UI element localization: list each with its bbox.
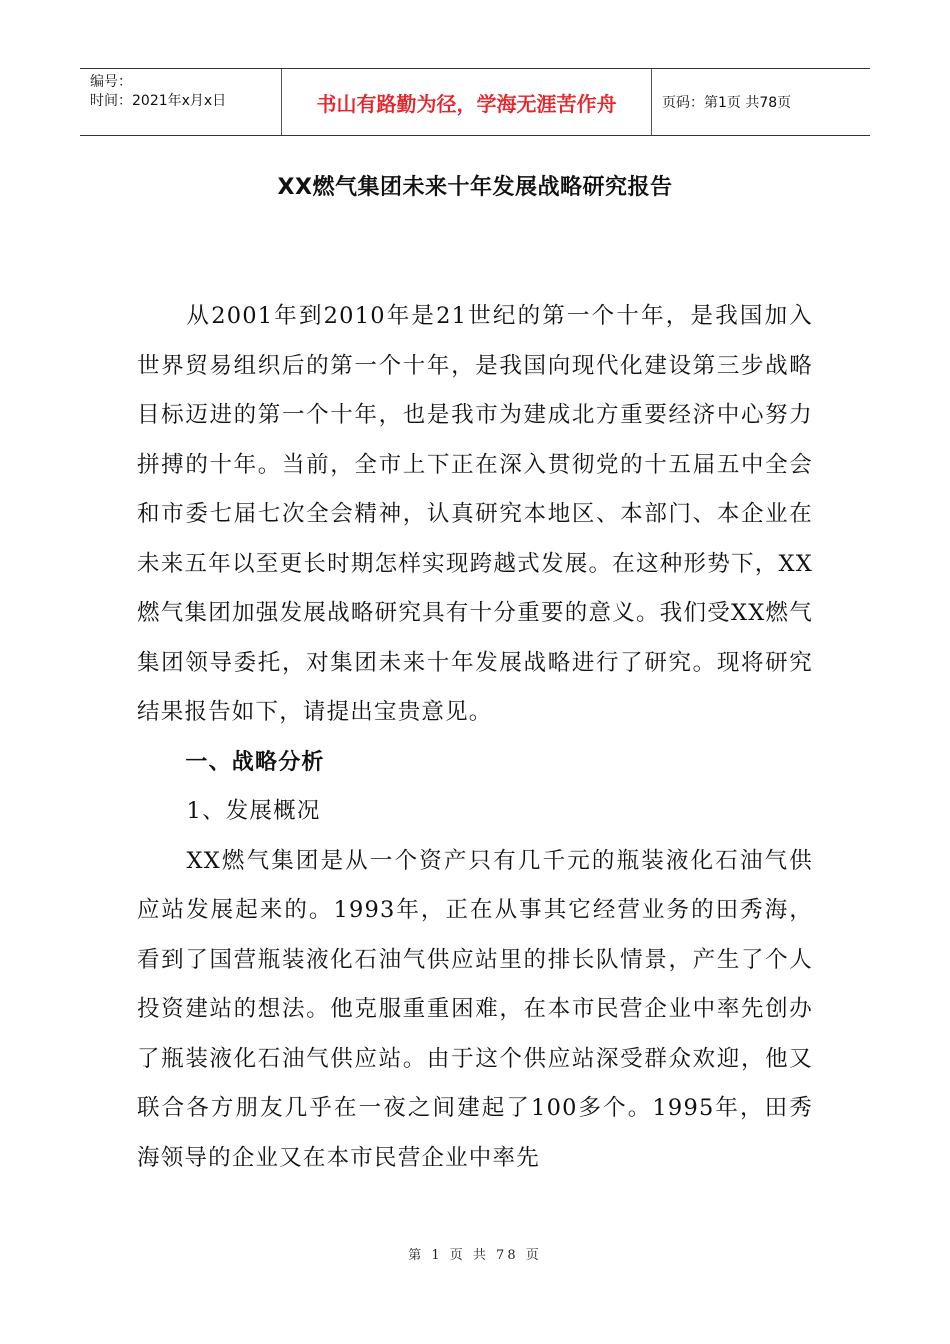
subsection-heading: 1、发展概况 [186,798,321,824]
document-body [137,292,813,1183]
page-footer: 第 1 页 共 78 页 [408,1248,542,1263]
document-header [80,68,870,136]
header-page-info: 页码：第1页 共78页 [662,95,792,111]
document-title: XX燃气集团未来十年发展战略研究报告 [277,175,673,200]
intro-paragraph: 从2001年到2010年是21世纪的第一个十年，是我国加入世界贸易组织后的第一个十年，是我国向现代化建设第三步战略目标迈进的第一个十年，也是我市为建成北方重要经济中心努力拼搏的十年。当前，全市上下正在深入贯彻党的十五届五中全会和市委七届七次全会精神，认真研究本地区、本部门、本企业在未来五年以至更长时期怎样实现跨越式发展。在这种形势下，XX燃气集团加强发展战略研究具有十分重要的意义。我们受XX燃气集团领导委托，对集团未来十年发展战略进行了研究。现将研究结果报告如下，请提出宝贵意见。 [137,303,813,725]
header-meta-cell [80,69,282,135]
section-heading: 一、战略分析 [185,749,325,775]
overview-paragraph: XX燃气集团是从一个资产只有几千元的瓶装液化石油气供应站发展起来的。1993年，正在从事其它经营业务的田秀海，看到了国营瓶装液化石油气供应站里的排长队情景，产生了个人投资建站的想法。他克服重重困难，在本市民营企业中率先创办了瓶装液化石油气供应站。由于这个供应站深受群众欢迎，他又联合各方朋友几乎在一夜之间建起了100多个。1995年，田秀海领导的企业又在本市民营企业中率先 [137,847,813,1171]
number-label: 编号： [90,74,132,90]
time-label: 时间：2021年x月x日 [90,93,227,109]
header-motto: 书山有路勤为径，学海无涯苦作舟 [282,69,652,135]
